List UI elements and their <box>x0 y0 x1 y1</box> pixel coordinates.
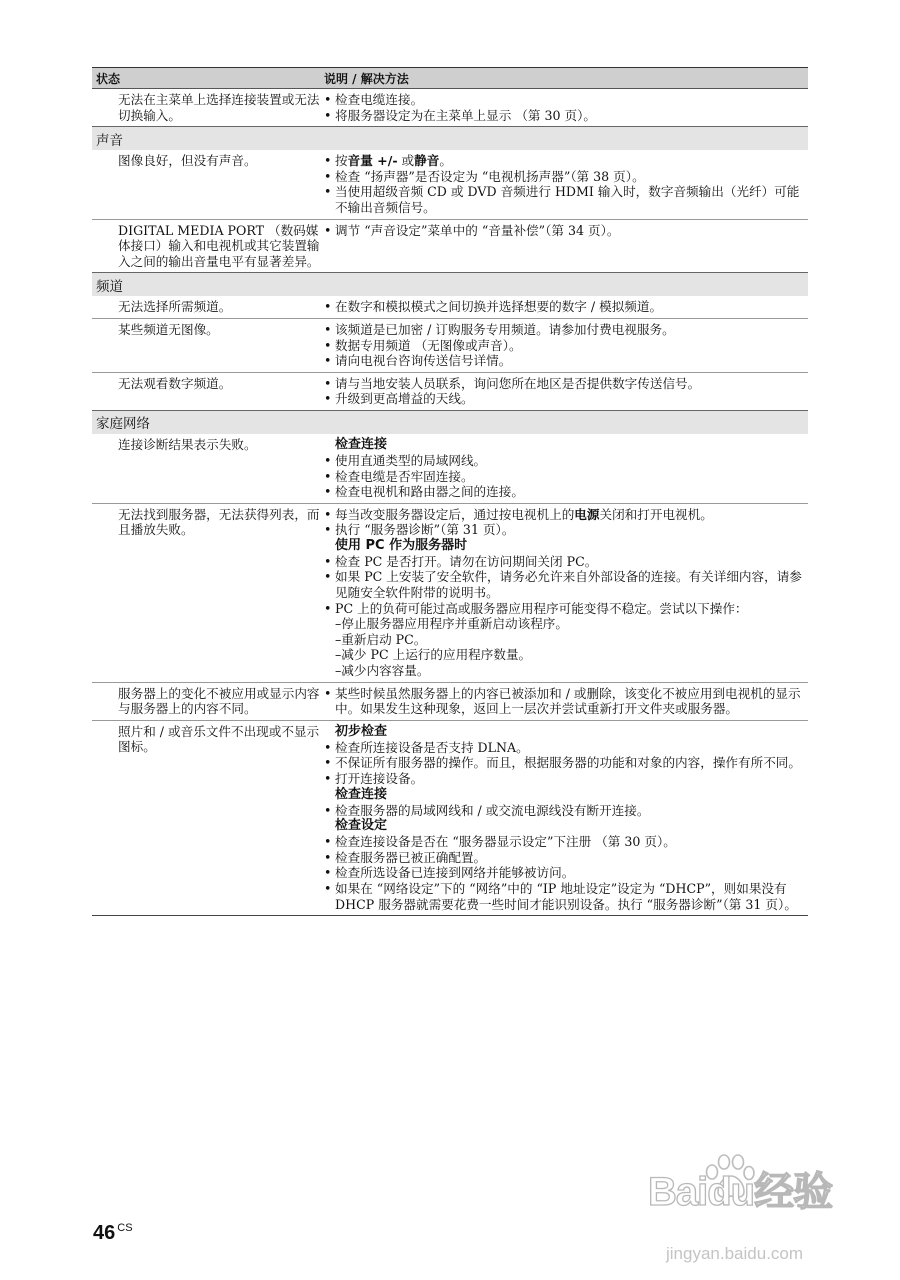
subheading: 检查连接 <box>335 786 388 802</box>
bullet-item: • 检查服务器已被正确配置。 <box>324 850 806 866</box>
table-row <box>92 372 808 410</box>
bullet-item: • 执行 “服务器诊断”（第 31 页）。 <box>324 522 806 538</box>
bullet-item: • 如果在 “网络设定”下的 “网络”中的 “IP 地址设定”设定为 “DHCP”，则如果没有 DHCP 服务器就需要花费一些时间才能识别设备。执行 “服务器诊断”（第 31 页）。 <box>324 881 806 912</box>
page-number: 46 $^{CS}$ <box>93 1222 133 1244</box>
bullet-item: • 某些时候虽然服务器上的内容已被添加和 / 或删除，该变化不被应用到电视机的显示中。如果发生这种现象，返回上一层次并尝试重新打开文件夹或服务器。 <box>324 686 806 717</box>
bullet-item: • 检查所连接设备是否支持 DLNA。 <box>324 740 806 756</box>
table-row <box>92 89 808 127</box>
description-cell <box>324 434 808 503</box>
description-cell <box>324 150 808 219</box>
table-row <box>92 682 808 720</box>
section-title: 频道 <box>92 273 808 297</box>
bullet-item: • 检查连接设备是否在 “服务器显示设定”下注册 （第 30 页）。 <box>324 834 806 850</box>
bullet-item: • 在数字和模拟模式之间切换并选择想要的数字 / 模拟频道。 <box>324 299 806 315</box>
bullet-item: • 将服务器设定为在主菜单上显示 （第 30 页）。 <box>324 108 806 124</box>
baidu-watermark <box>636 1152 866 1272</box>
mute-key-label: 静音 <box>414 153 440 169</box>
column-header-description: 说明 / 解决方法 <box>324 68 808 89</box>
watermark-brand: Baidu经验 <box>648 1170 833 1214</box>
subheading: 检查连接 <box>335 436 388 452</box>
dash-item: –重新启动 PC。 <box>335 631 427 647</box>
subheading: 检查设定 <box>335 818 388 834</box>
bullet-item: • 检查所选设备已连接到网络并能够被访问。 <box>324 865 806 881</box>
table-row <box>92 219 808 273</box>
column-header-status: 状态 <box>92 68 324 89</box>
table-row <box>92 318 808 372</box>
description-cell <box>324 89 808 127</box>
dash-item: –减少内容容量。 <box>335 663 430 679</box>
section-header-sound <box>92 127 808 151</box>
bullet-item: • 调节 “声音设定”菜单中的 “音量补偿”（第 34 页）。 <box>324 223 806 239</box>
bullet-item: • PC 上的负荷可能过高或服务器应用程序可能变得不稳定。尝试以下操作： <box>324 601 806 617</box>
section-header-channel <box>92 273 808 297</box>
bullet-item: • 检查 PC 是否打开。请勿在访问期间关闭 PC。 <box>324 554 806 570</box>
bullet-item: • 当使用超级音频 CD 或 DVD 音频进行 HDMI 输入时，数字音频输出（光纤）可能不输出音频信号。 <box>324 184 806 215</box>
bullet-item: • 打开连接设备。 <box>324 771 806 787</box>
status-cell: 无法找到服务器，无法获得列表，而且播放失败。 <box>92 503 324 682</box>
table-row <box>92 503 808 682</box>
status-cell: 照片和 / 或音乐文件不出现或不显示图标。 <box>92 720 324 915</box>
bullet-item: • 检查电视机和路由器之间的连接。 <box>324 484 806 500</box>
bullet-item: • 检查电缆是否牢固连接。 <box>324 469 806 485</box>
troubleshooting-table <box>92 67 808 916</box>
section-header-home-network <box>92 410 808 434</box>
description-cell <box>324 503 808 682</box>
bullet-item: • 数据专用频道 （无图像或声音）。 <box>324 338 806 354</box>
section-title: 声音 <box>92 127 808 151</box>
bullet-item: • 该频道是已加密 / 订购服务专用频道。请参加付费电视服务。 <box>324 322 806 338</box>
bullet-item: • 每当改变服务器设定后，通过按电视机上的电源关闭和打开电视机。 <box>324 507 806 523</box>
section-title: 家庭网络 <box>92 410 808 434</box>
description-cell <box>324 372 808 410</box>
description-cell <box>324 296 808 318</box>
status-cell: 服务器上的变化不被应用或显示内容与服务器上的内容不同。 <box>92 682 324 720</box>
bullet-item: • 检查服务器的局域网线和 / 或交流电源线没有断开连接。 <box>324 803 806 819</box>
description-cell <box>324 720 808 915</box>
troubleshooting-page <box>92 67 808 916</box>
bullet-item: • 如果 PC 上安装了安全软件，请务必允许来自外部设备的连接。有关详细内容，请参见随安全软件附带的说明书。 <box>324 569 806 600</box>
dash-item: –停止服务器应用程序并重新启动该程序。 <box>335 616 568 632</box>
status-cell: 无法观看数字频道。 <box>92 372 324 410</box>
dash-item: –减少 PC 上运行的应用程序数量。 <box>335 647 532 663</box>
table-row <box>92 150 808 219</box>
status-cell: 连接诊断结果表示失败。 <box>118 436 257 452</box>
status-cell: DIGITAL MEDIA PORT （数码媒体接口）输入和电视机或其它装置输入之间的输出音量电平有显著差异。 <box>92 219 324 273</box>
description-cell <box>324 318 808 372</box>
power-key-label: 电源 <box>574 506 600 522</box>
bullet-item: • 升级到更高增益的天线。 <box>324 391 806 407</box>
status-cell: 图像良好，但没有声音。 <box>118 153 257 169</box>
table-row <box>92 720 808 915</box>
subheading: 初步检查 <box>335 723 388 739</box>
volume-key-label: 音量 +/- <box>347 153 398 169</box>
bullet-item: • 使用直通类型的局域网线。 <box>324 453 806 469</box>
bullet-item: • 检查 “扬声器”是否设定为 “电视机扬声器”（第 38 页）。 <box>324 169 806 185</box>
page-suffix: CS <box>117 1222 133 1235</box>
status-cell: 无法在主菜单上选择连接装置或无法切换输入。 <box>118 92 320 123</box>
table-row <box>92 434 808 503</box>
description-cell <box>324 682 808 720</box>
bullet-item: • 不保证所有服务器的操作。而且，根据服务器的功能和对象的内容，操作有所不同。 <box>324 755 806 771</box>
status-cell: 无法选择所需频道。 <box>118 299 232 315</box>
column-header-row <box>92 68 808 89</box>
bullet-item: • 检查电缆连接。 <box>324 92 806 108</box>
status-cell: 某些频道无图像。 <box>92 318 324 372</box>
bullet-item: • 请与当地安装人员联系，询问您所在地区是否提供数字传送信号。 <box>324 376 806 392</box>
bullet-item: • 按音量 +/- 或静音。 <box>324 153 806 169</box>
description-cell <box>324 219 808 273</box>
watermark-url: jingyan.baidu.com <box>666 1244 804 1263</box>
subheading: 使用 PC 作为服务器时 <box>335 537 468 553</box>
table-row <box>92 296 808 318</box>
bullet-item: • 请向电视台咨询传送信号详情。 <box>324 353 806 369</box>
